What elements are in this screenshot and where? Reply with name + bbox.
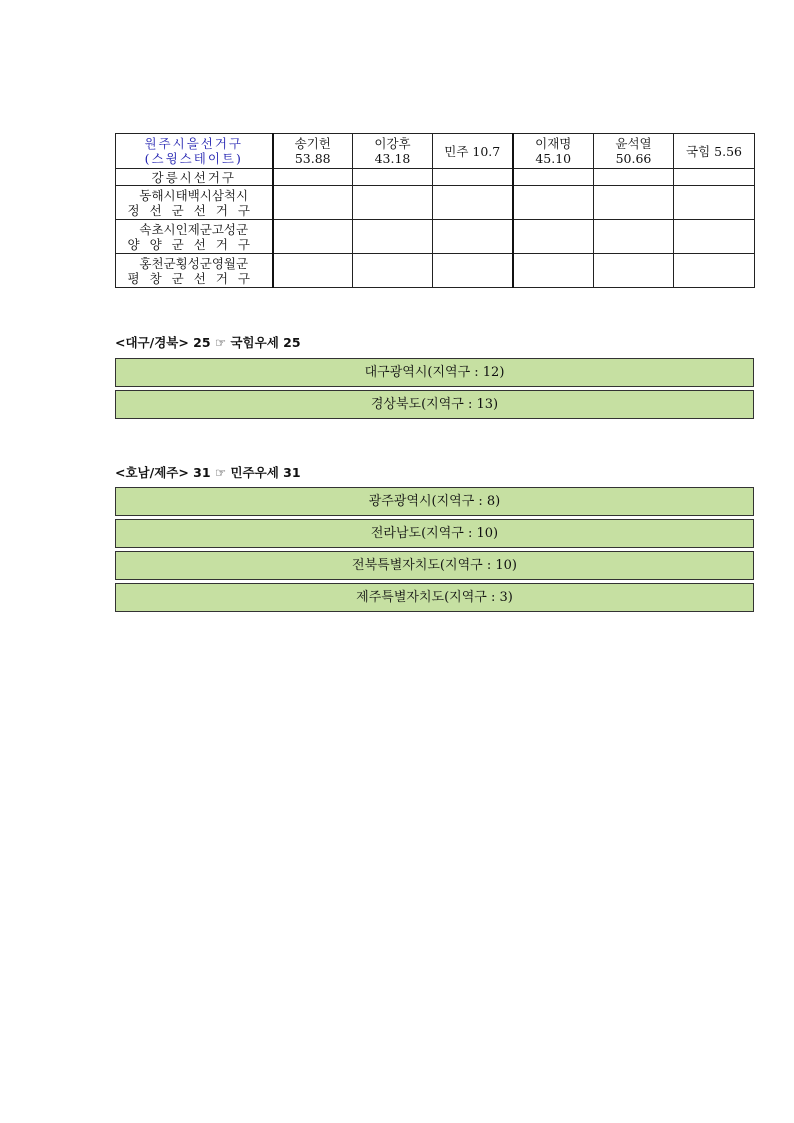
empty-cell [594, 169, 674, 186]
candidate-cell-1 [273, 134, 353, 169]
empty-cell [674, 186, 755, 220]
table-row [116, 186, 755, 220]
district-name-cell [116, 186, 273, 220]
candidate-4-name: 이재명 [535, 136, 572, 151]
district-name-line2: 양양군선거구 [127, 236, 260, 252]
empty-cell [433, 186, 513, 220]
daegu-gyeongbuk-heading: <대구/경북> 25 ☞ 국힘우세 25 [115, 335, 301, 350]
empty-cell [273, 186, 353, 220]
district-name: 홍천군횡성군영월군 [139, 255, 249, 271]
region-bar-daegu: 대구광역시(지역구 : 12) [115, 358, 754, 387]
candidate-5-name: 윤석열 [615, 136, 652, 151]
district-name: 강릉시선거구 [151, 169, 236, 185]
district-name-cell [116, 254, 273, 288]
empty-cell [353, 220, 433, 254]
candidate-4-value: 45.10 [535, 151, 572, 166]
candidate-cell-5 [594, 134, 674, 169]
table-row [116, 254, 755, 288]
district-header-line1: 원주시을선거구 [144, 136, 244, 151]
empty-cell [674, 169, 755, 186]
empty-cell [674, 220, 755, 254]
empty-cell [594, 186, 674, 220]
candidate-5-value: 50.66 [615, 151, 652, 166]
region-bar-gwangju: 광주광역시(지역구 : 8) [115, 487, 754, 516]
table-header-row [116, 134, 755, 169]
district-name-cell [116, 220, 273, 254]
empty-cell [353, 186, 433, 220]
candidate-cell-2 [353, 134, 433, 169]
empty-cell [273, 254, 353, 288]
region-bar-jeonbuk: 전북특별자치도(지역구 : 10) [115, 551, 754, 580]
candidate-1-value: 53.88 [294, 151, 331, 166]
candidate-1-name: 송기헌 [294, 136, 331, 151]
candidate-cell-4 [513, 134, 594, 169]
empty-cell [594, 220, 674, 254]
margin-cell-1: 민주 10.7 [433, 134, 513, 169]
region-bar-gyeongbuk: 경상북도(지역구 : 13) [115, 390, 754, 419]
district-name: 동해시태백시삼척시 [139, 187, 249, 203]
empty-cell [513, 220, 594, 254]
empty-cell [273, 220, 353, 254]
margin-cell-2: 국힘 5.56 [674, 134, 755, 169]
empty-cell [513, 186, 594, 220]
empty-cell [513, 254, 594, 288]
empty-cell [433, 169, 513, 186]
empty-cell [273, 169, 353, 186]
district-name-cell [116, 169, 273, 186]
district-table [115, 133, 755, 288]
empty-cell [594, 254, 674, 288]
candidate-2-value: 43.18 [374, 151, 411, 166]
district-name-line2: 평창군선거구 [127, 270, 260, 286]
table-row [116, 169, 755, 186]
table-row [116, 220, 755, 254]
region-bar-jeju: 제주특별자치도(지역구 : 3) [115, 583, 754, 612]
empty-cell [513, 169, 594, 186]
empty-cell [353, 169, 433, 186]
candidate-2-name: 이강후 [374, 136, 411, 151]
empty-cell [674, 254, 755, 288]
district-name: 속초시인제군고성군 [139, 221, 249, 237]
empty-cell [433, 220, 513, 254]
district-header-cell [116, 134, 273, 169]
district-name-line2: 정선군선거구 [127, 202, 260, 218]
empty-cell [433, 254, 513, 288]
empty-cell [353, 254, 433, 288]
honam-jeju-heading: <호남/제주> 31 ☞ 민주우세 31 [115, 465, 301, 480]
region-bar-jeonnam: 전라남도(지역구 : 10) [115, 519, 754, 548]
district-header-line2: (스윙스테이트) [144, 151, 243, 166]
